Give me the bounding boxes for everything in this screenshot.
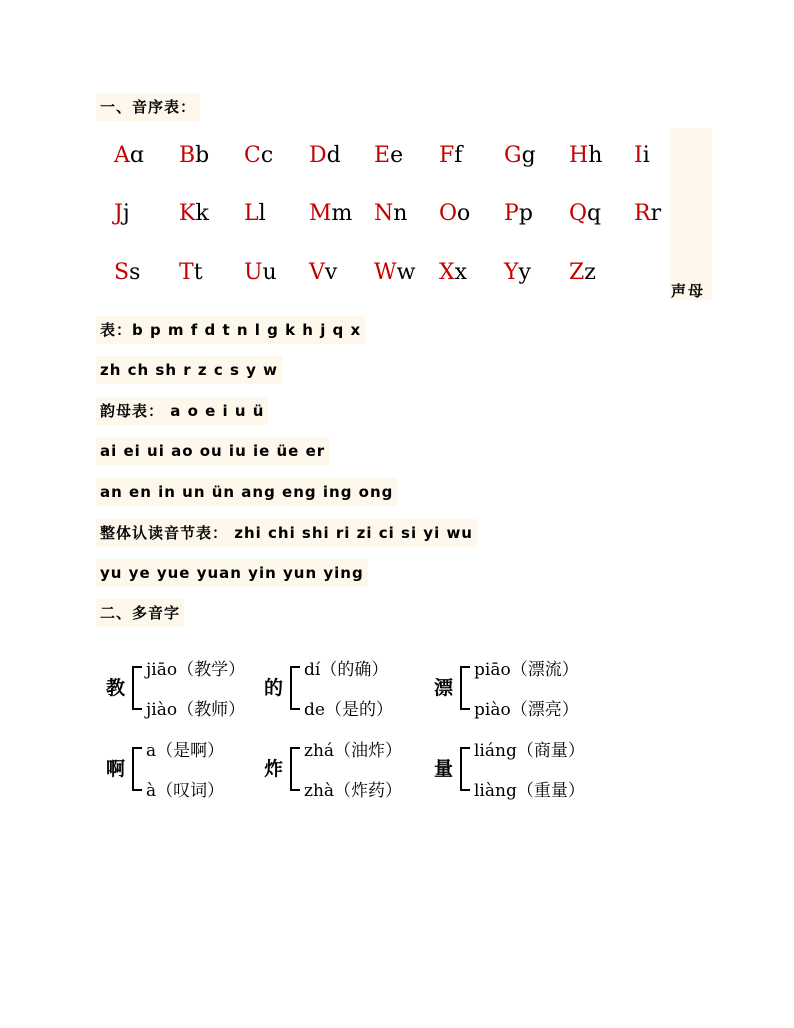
lowercase-letter: c (260, 143, 274, 168)
letter-pair-s (114, 260, 140, 285)
zhengti-line-1: 整体认读音节表： zhi chi shi ri zi ci si yi wu (96, 519, 477, 547)
lowercase-letter: b (195, 143, 210, 168)
uppercase-letter: D (309, 143, 327, 168)
lowercase-letter: n (393, 201, 408, 226)
uppercase-letter: M (309, 201, 332, 226)
polyphone-reading-top: dí（的确） (304, 660, 389, 680)
lowercase-letter: f (454, 143, 463, 168)
bracket-icon (132, 747, 142, 791)
yunmu-line-1: 韵母表： a o e i u ü (96, 397, 268, 425)
lowercase-letter: s (129, 260, 141, 285)
uppercase-letter: G (504, 143, 522, 168)
letter-pair-k (179, 201, 209, 226)
uppercase-letter: N (374, 201, 394, 226)
letter-pair-h (569, 143, 602, 168)
lowercase-letter: t (193, 260, 203, 285)
lowercase-letter: e (390, 143, 404, 168)
polyphone-reading-bottom: zhà（炸药） (304, 781, 403, 801)
letter-pair-f (439, 143, 462, 168)
uppercase-letter: U (244, 260, 263, 285)
uppercase-letter: W (374, 260, 397, 285)
polyphone-reading-top: liáng（商量） (474, 741, 585, 761)
lowercase-letter: w (396, 260, 416, 285)
letter-pair-b (179, 143, 209, 168)
uppercase-letter: I (634, 143, 643, 168)
lowercase-letter: d (326, 143, 341, 168)
letter-pair-q (569, 201, 601, 226)
letter-pair-o (439, 201, 470, 226)
letter-pair-n (374, 201, 407, 226)
uppercase-letter: Y (504, 260, 519, 285)
letter-pair-a (114, 143, 144, 168)
uppercase-letter: P (504, 201, 519, 226)
polyphone-reading-top: piāo（漂流） (474, 660, 579, 680)
letter-pair-z (569, 260, 596, 285)
lowercase-letter: x (454, 260, 468, 285)
lowercase-letter: h (588, 143, 603, 168)
polyphone-reading-top: zhá（油炸） (304, 741, 403, 761)
lowercase-letter: v (324, 260, 338, 285)
polyphone-reading-top: a（是啊） (146, 741, 225, 761)
bracket-icon (290, 747, 300, 791)
letter-pair-p (504, 201, 533, 226)
shengmu-highlight (670, 128, 712, 300)
lowercase-letter: y (518, 260, 531, 285)
uppercase-letter: F (439, 143, 455, 168)
letter-pair-j (114, 201, 130, 226)
letter-pair-x (439, 260, 467, 285)
letter-pair-l (244, 201, 266, 226)
letter-pair-u (244, 260, 277, 285)
lowercase-letter: k (195, 201, 209, 226)
polyphone-char: 炸 (264, 758, 284, 780)
polyphone-reading-bottom: liàng（重量） (474, 781, 585, 801)
uppercase-letter: S (114, 260, 130, 285)
letter-pair-v (309, 260, 337, 285)
polyphone-reading-bottom: de（是的） (304, 700, 393, 720)
polyphone-reading-top: jiāo（教学） (146, 660, 246, 680)
polyphone-reading-bottom: jiào（教师） (146, 700, 246, 720)
uppercase-letter: Z (569, 260, 585, 285)
uppercase-letter: E (374, 143, 391, 168)
letter-pair-y (504, 260, 531, 285)
lowercase-letter: j (122, 201, 130, 226)
lowercase-letter: l (258, 201, 266, 226)
polyphone-reading-bottom: à（叹词） (146, 781, 225, 801)
uppercase-letter: R (634, 201, 651, 226)
uppercase-letter: X (439, 260, 455, 285)
uppercase-letter: K (179, 201, 196, 226)
uppercase-letter: B (179, 143, 196, 168)
shengmu-label: 声母 (671, 282, 706, 300)
lowercase-letter: o (457, 201, 471, 226)
yunmu-line-3: an en in un ün ang eng ing ong (96, 478, 397, 506)
polyphone-reading-bottom: piào（漂亮） (474, 700, 579, 720)
lowercase-letter: p (518, 201, 533, 226)
lowercase-letter: q (587, 201, 602, 226)
section-title-alphabet: 一、音序表： (96, 93, 200, 121)
letter-pair-w (374, 260, 415, 285)
yunmu-line-2: ai ei ui ao ou iu ie üe er (96, 437, 329, 465)
letter-pair-t (179, 260, 203, 285)
lowercase-letter: u (262, 260, 277, 285)
uppercase-letter: T (179, 260, 194, 285)
letter-pair-e (374, 143, 403, 168)
shengmu-line-1: 表：b p m f d t n l g k h j q x (96, 316, 365, 344)
bracket-icon (460, 747, 470, 791)
letter-pair-c (244, 143, 273, 168)
uppercase-letter: Q (569, 201, 588, 226)
section-title-polyphones: 二、多音字 (96, 599, 184, 627)
lowercase-letter: ɑ (129, 143, 144, 168)
lowercase-letter: z (584, 260, 596, 285)
letter-pair-d (309, 143, 341, 168)
uppercase-letter: A (114, 143, 130, 168)
bracket-icon (132, 666, 142, 710)
polyphone-char: 的 (264, 677, 284, 699)
bracket-icon (460, 666, 470, 710)
letter-pair-r (634, 201, 661, 226)
letter-pair-m (309, 201, 352, 226)
uppercase-letter: L (244, 201, 259, 226)
uppercase-letter: H (569, 143, 589, 168)
uppercase-letter: J (114, 201, 123, 226)
letter-pair-i (634, 143, 650, 168)
bracket-icon (290, 666, 300, 710)
uppercase-letter: C (244, 143, 261, 168)
uppercase-letter: O (439, 201, 458, 226)
polyphone-char: 量 (434, 758, 454, 780)
polyphone-char: 啊 (106, 758, 126, 780)
shengmu-line-2: zh ch sh r z c s y w (96, 356, 282, 384)
uppercase-letter: V (309, 260, 325, 285)
lowercase-letter: m (331, 201, 353, 226)
letter-pair-g (504, 143, 536, 168)
polyphone-char: 漂 (434, 677, 454, 699)
zhengti-line-2: yu ye yue yuan yin yun ying (96, 559, 368, 587)
polyphone-char: 教 (106, 677, 126, 699)
lowercase-letter: g (521, 143, 536, 168)
lowercase-letter: i (642, 143, 650, 168)
lowercase-letter: r (650, 201, 662, 226)
